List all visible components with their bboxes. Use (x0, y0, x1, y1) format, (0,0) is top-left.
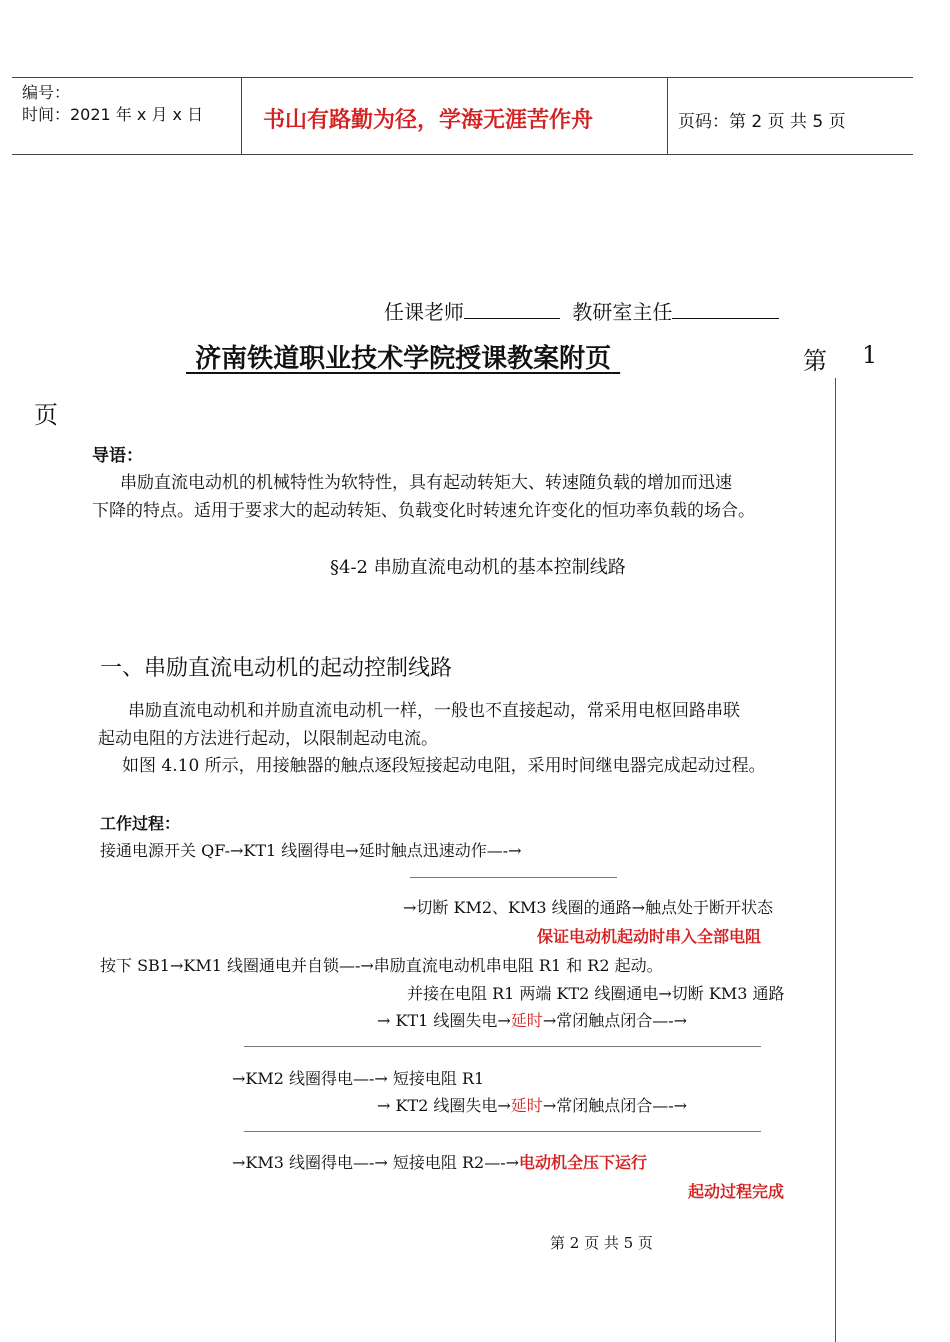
serial-label: 编号： (22, 83, 71, 102)
header-top-border (12, 77, 913, 78)
process-line-2: →切断 KM2、KM3 线圈的通路→触点处于断开状态 (403, 898, 774, 917)
process-line-1: 接通电源开关 QF-→KT1 线圈得电→延时触点迅速动作—-→ (100, 841, 522, 860)
process-line-8-delay: 延时 (510, 1096, 543, 1115)
process-line-6 (377, 1008, 687, 1031)
page-info: 页码：第 2 页 共 5 页 (678, 112, 846, 132)
motto: 书山有路勤为径，学海无涯苦作舟 (263, 108, 594, 133)
process-line-8-c: →常闭触点闭合—-→ (542, 1096, 688, 1115)
header-bottom-border (12, 154, 913, 155)
process-full-voltage-note: 电动机全压下运行 (519, 1153, 648, 1172)
page-title-text: 济南铁道职业技术学院授课教案附页 (195, 344, 612, 374)
process-line-4: 按下 SB1→KM1 线圈通电并自锁—-→串励直流电动机串电阻 R1 和 R2 起动。 (100, 956, 663, 975)
process-line-6-delay: 延时 (510, 1011, 543, 1030)
process-complete-note: 起动过程完成 (688, 1182, 785, 1201)
process-rule-3 (244, 1131, 761, 1132)
title-page-suffix: 页 (34, 401, 58, 429)
intro-line-2: 下降的特点。适用于要求大的起动转矩、负载变化时转速允许变化的恒功率负载的场合。 (92, 501, 755, 521)
title-page-label: 第 (803, 347, 827, 375)
process-rule-2 (244, 1046, 761, 1047)
process-rule-1 (410, 877, 617, 878)
intro-heading: 导语： (92, 446, 143, 466)
title-page-number: 1 (862, 341, 878, 369)
paragraph-2: 如图 4.10 所示，用接触器的触点逐段短接起动电阻，采用时间继电器完成起动过程。 (122, 756, 766, 776)
page-title (186, 338, 620, 375)
process-line-5: 并接在电阻 R1 两端 KT2 线圈通电→切断 KM3 通路 (407, 984, 785, 1003)
director-label: 教研室主任 (572, 300, 673, 324)
signature-line (384, 296, 779, 325)
director-blank[interactable] (672, 300, 779, 319)
process-line-8-a: → KT2 线圈失电→ (377, 1096, 511, 1115)
process-line-6-c: →常闭触点闭合—-→ (542, 1011, 688, 1030)
paragraph-1-line-1: 串励直流电动机和并励直流电动机一样，一般也不直接起动，常采用电枢回路串联 (128, 701, 740, 721)
teacher-blank[interactable] (464, 300, 560, 319)
process-line-9 (232, 1150, 647, 1173)
right-margin-rule (835, 378, 836, 1342)
process-line-8 (377, 1093, 687, 1116)
process-line-9-a: →KM3 线圈得电—-→ 短接电阻 R2—-→ (232, 1153, 520, 1172)
teacher-label: 任课老师 (384, 300, 464, 324)
section-title: §4-2 串励直流电动机的基本控制线路 (330, 557, 626, 578)
date-line: 时间：2021 年 x 月 x 日 (22, 105, 204, 124)
header-divider-left (241, 77, 242, 155)
process-line-7: →KM2 线圈得电—-→ 短接电阻 R1 (232, 1069, 485, 1088)
header-divider-right (667, 77, 668, 155)
process-line-6-a: → KT1 线圈失电→ (377, 1011, 511, 1030)
paragraph-1-line-2: 起动电阻的方法进行起动，以限制起动电流。 (98, 729, 438, 749)
process-note-full-resistance: 保证电动机起动时串入全部电阻 (537, 927, 762, 946)
process-heading: 工作过程： (100, 814, 181, 833)
subsection-heading: 一、串励直流电动机的起动控制线路 (100, 656, 453, 681)
page-footer: 第 2 页 共 5 页 (550, 1234, 653, 1252)
intro-line-1: 串励直流电动机的机械特性为软特性，具有起动转矩大、转速随负载的增加而迅速 (120, 473, 732, 493)
